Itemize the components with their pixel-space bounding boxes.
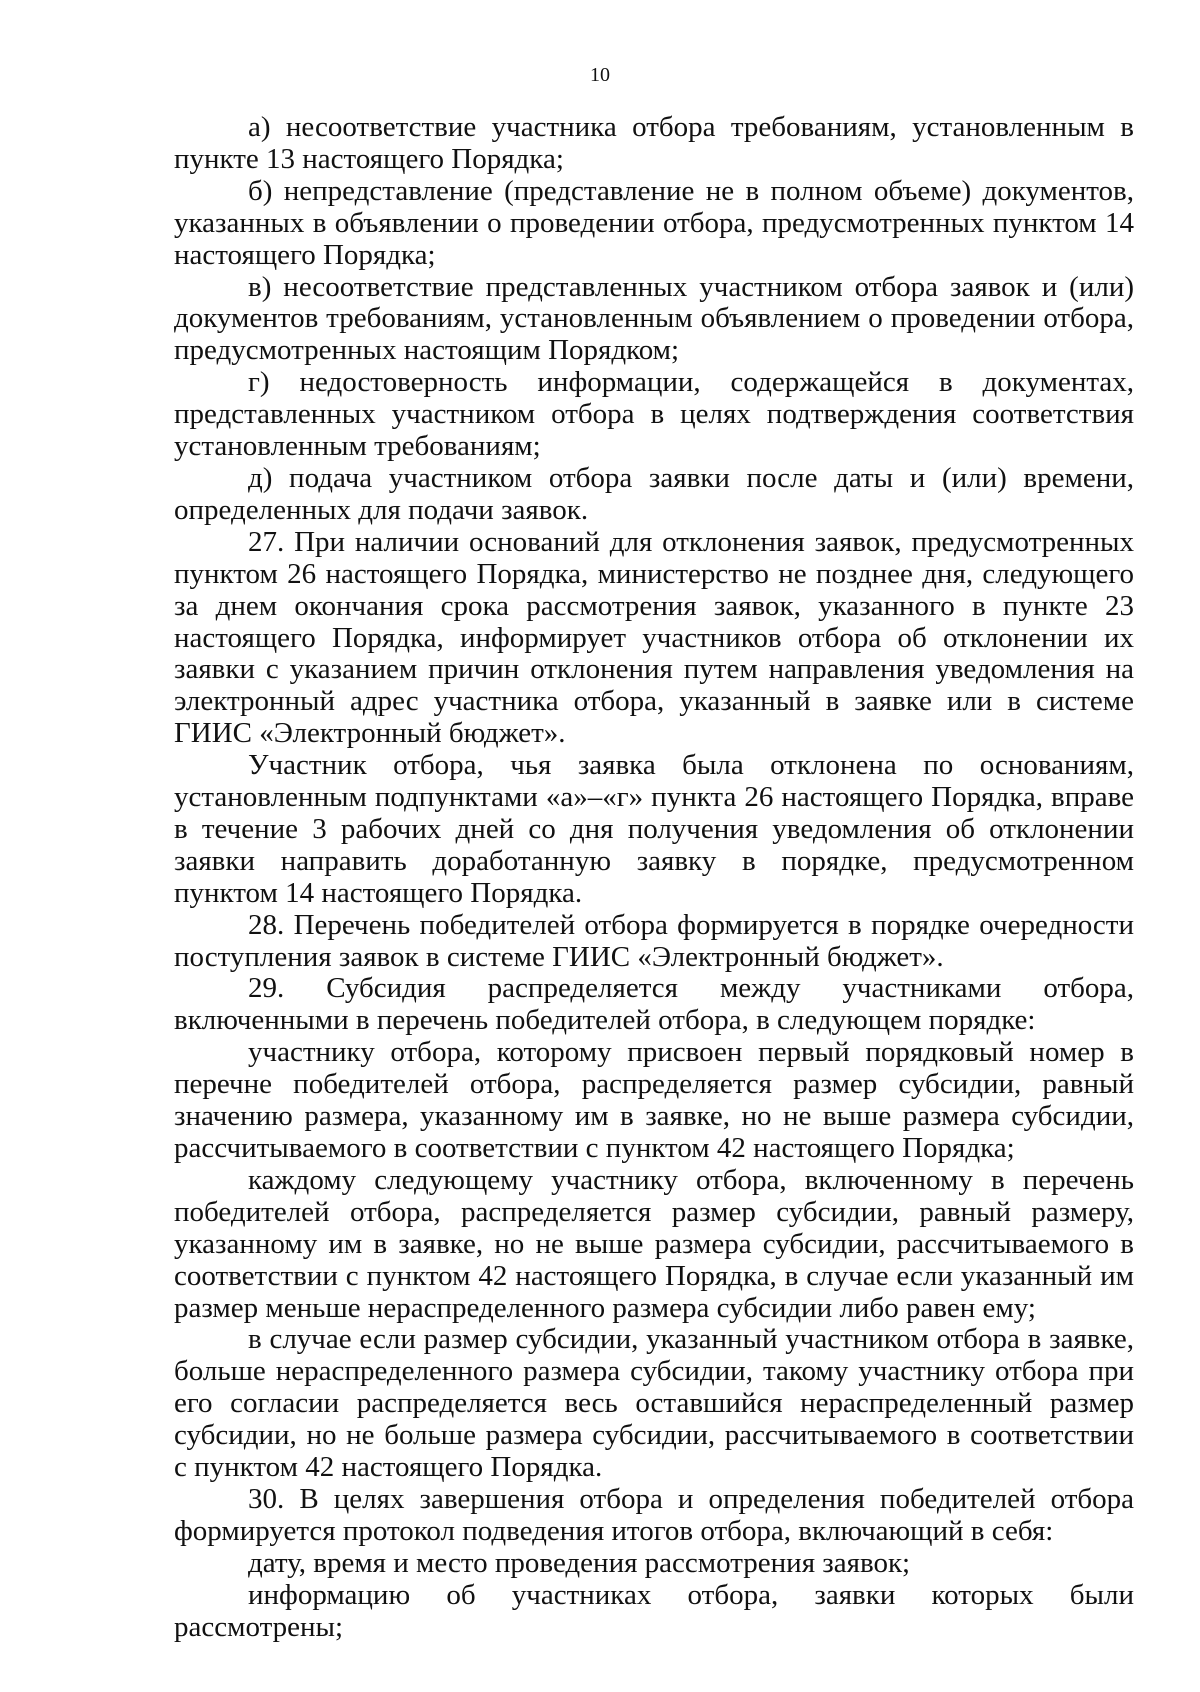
paragraph-clause-29-first-winner: участнику отбора, которому присвоен первый порядковый номер в перечне победителей отбора, распределяется размер субсидии, равный значению размера, указанному им в заявке, но не выше размера субсидии, рассчитываемого в соответствии с пунктом 42 настоящего Порядка; <box>174 1036 1134 1164</box>
paragraph-clause-28: 28. Перечень победителей отбора формируется в порядке очередности поступления заявок в системе ГИИС «Электронный бюджет». <box>174 908 1134 973</box>
document-body <box>174 112 1134 1644</box>
paragraph-clause-27: 27. При наличии оснований для отклонения заявок, предусмотренных пунктом 26 настоящего Порядка, министерство не позднее дня, следующего за днем окончания срока рассмотрения заявок, указанного в пункте 23 настоящего Порядка, информирует участников отбора об отклонении их заявки с указанием причин отклонения путем направления уведомления на электронный адрес участника отбора, указанный в заявке или в системе ГИИС «Электронный бюджет». <box>174 525 1134 750</box>
paragraph-clause-29-remainder: в случае если размер субсидии, указанный участником отбора в заявке, больше нераспределенного размера субсидии, такому участнику отбора при его согласии распределяется весь оставшийся нераспределенный размер субсидии, но не больше размера субсидии, рассчитываемого в соответствии с пунктом 42 настоящего Порядка. <box>174 1323 1134 1484</box>
paragraph-item-v: в) несоответствие представленных участником отбора заявок и (или) документов требованиям, установленным объявлением о проведении отбора, предусмотренных настоящим Порядком; <box>174 270 1134 367</box>
paragraph-clause-29-next-winner: каждому следующему участнику отбора, включенному в перечень победителей отбора, распределяется размер субсидии, равный размеру, указанному им в заявке, но не выше размера субсидии, рассчитываемого в соответствии с пунктом 42 настоящего Порядка, в случае если указанный им размер меньше нераспределенного размера субсидии либо равен ему; <box>174 1163 1134 1324</box>
paragraph-clause-30-participants: информацию об участниках отбора, заявки которых были рассмотрены; <box>174 1578 1134 1643</box>
paragraph-clause-27-resubmission: Участник отбора, чья заявка была отклонена по основаниям, установленным подпунктами «а»–«г» пункта 26 настоящего Порядка, вправе в течение 3 рабочих дней со дня получения уведомления об отклонении заявки направить доработанную заявку в порядке, предусмотренном пунктом 14 настоящего Порядка. <box>174 749 1134 909</box>
paragraph-clause-30: 30. В целях завершения отбора и определения победителей отбора формируется протокол подведения итогов отбора, включающий в себя: <box>174 1482 1134 1547</box>
paragraph-clause-30-date-time: дату, время и место проведения рассмотрения заявок; <box>248 1546 911 1579</box>
page-number: 10 <box>590 64 610 86</box>
paragraph-item-a: а) несоответствие участника отбора требованиям, установленным в пункте 13 настоящего Порядка; <box>174 111 1134 175</box>
paragraph-item-d: д) подача участником отбора заявки после даты и (или) времени, определенных для подачи заявок. <box>174 461 1134 526</box>
paragraph-item-g: г) недостоверность информации, содержащейся в документах, представленных участником отбора в целях подтверждения соответствия установленным требованиям; <box>174 366 1134 463</box>
paragraph-clause-29: 29. Субсидия распределяется между участниками отбора, включенными в перечень победителей отбора, в следующем порядке: <box>174 972 1134 1037</box>
paragraph-item-b: б) непредставление (представление не в полном объеме) документов, указанных в объявлении о проведении отбора, предусмотренных пунктом 14 настоящего Порядка; <box>174 174 1134 271</box>
